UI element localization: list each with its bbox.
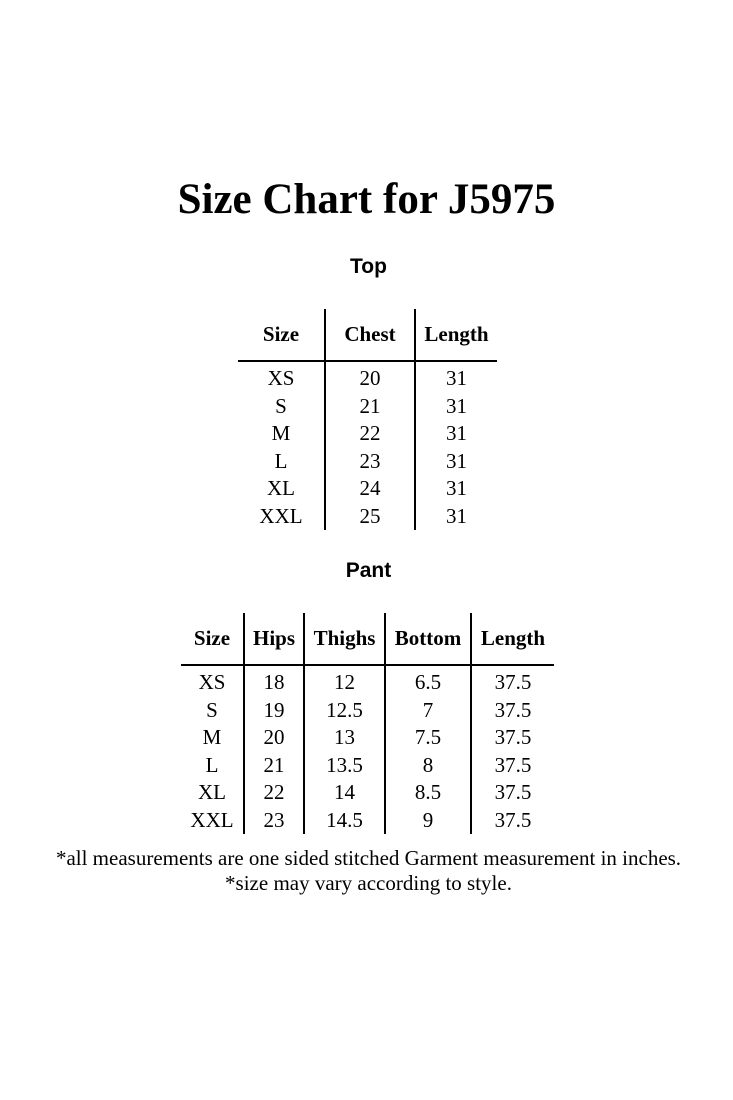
table-row [181, 807, 554, 835]
size-cell: XS [198, 670, 226, 694]
length-cell: 37.5 [471, 724, 554, 752]
column-header-length: Length [415, 309, 497, 361]
bottom-cell: 9 [385, 807, 471, 835]
table-header-row [181, 613, 554, 665]
pant-size-table [181, 613, 554, 834]
thighs-cell: 13 [304, 724, 385, 752]
chest-cell: 21 [325, 393, 415, 421]
length-cell: 37.5 [471, 807, 554, 835]
thighs-cell: 12 [304, 665, 385, 697]
column-header-bottom: Bottom [385, 613, 471, 665]
table-row [238, 475, 497, 503]
measurement-note: *all measurements are one sided stitched Garment measurement in inches. [55, 846, 682, 870]
size-cell: XL [267, 476, 295, 500]
length-cell: 31 [415, 475, 497, 503]
bottom-cell: 6.5 [385, 665, 471, 697]
thighs-cell: 14.5 [304, 807, 385, 835]
thighs-cell: 14 [304, 779, 385, 807]
table-row [181, 724, 554, 752]
chest-cell: 25 [325, 503, 415, 531]
length-cell: 31 [415, 503, 497, 531]
top-size-table [238, 309, 497, 530]
size-cell: L [205, 752, 219, 777]
length-cell: 37.5 [471, 752, 554, 780]
length-cell: 37.5 [471, 779, 554, 807]
length-cell: 37.5 [471, 697, 554, 725]
hips-cell: 21 [244, 752, 304, 780]
column-header-hips: Hips [244, 613, 304, 665]
thighs-cell: 13.5 [304, 752, 385, 780]
size-cell: XS [267, 366, 295, 390]
hips-cell: 23 [244, 807, 304, 835]
size-cell: S [275, 393, 287, 418]
length-cell: 31 [415, 393, 497, 421]
table-row [238, 503, 497, 531]
chest-cell: 23 [325, 448, 415, 476]
table-row [181, 779, 554, 807]
bottom-cell: 8.5 [385, 779, 471, 807]
size-cell: XXL [190, 807, 234, 832]
size-cell: M [202, 725, 222, 749]
column-header-length: Length [471, 613, 554, 665]
bottom-cell: 7 [385, 697, 471, 725]
thighs-cell: 12.5 [304, 697, 385, 725]
size-variation-note: *size may vary according to style. [225, 871, 512, 895]
size-cell: L [274, 448, 288, 473]
table-row [238, 361, 497, 393]
column-header-size: Size [262, 321, 300, 346]
table-header-row [238, 309, 497, 361]
table-row [238, 420, 497, 448]
chest-cell: 22 [325, 420, 415, 448]
hips-cell: 22 [244, 779, 304, 807]
pant-section-label: Pant [345, 559, 392, 582]
table-row [238, 393, 497, 421]
column-header-size: Size [193, 625, 231, 650]
bottom-cell: 7.5 [385, 724, 471, 752]
bottom-cell: 8 [385, 752, 471, 780]
chest-cell: 24 [325, 475, 415, 503]
length-cell: 37.5 [471, 665, 554, 697]
length-cell: 31 [415, 448, 497, 476]
size-cell: XXL [259, 503, 303, 528]
top-section-label: Top [350, 255, 387, 278]
column-header-thighs: Thighs [304, 613, 385, 665]
hips-cell: 19 [244, 697, 304, 725]
hips-cell: 20 [244, 724, 304, 752]
column-header-chest: Chest [325, 309, 415, 361]
table-row [181, 752, 554, 780]
table-row [181, 697, 554, 725]
hips-cell: 18 [244, 665, 304, 697]
length-cell: 31 [415, 361, 497, 393]
table-row [238, 448, 497, 476]
chest-cell: 20 [325, 361, 415, 393]
length-cell: 31 [415, 420, 497, 448]
size-cell: XL [198, 780, 226, 804]
size-cell: S [206, 697, 218, 722]
size-cell: M [271, 421, 291, 445]
page-title: Size Chart for J5975 [177, 176, 556, 223]
table-row [181, 665, 554, 697]
